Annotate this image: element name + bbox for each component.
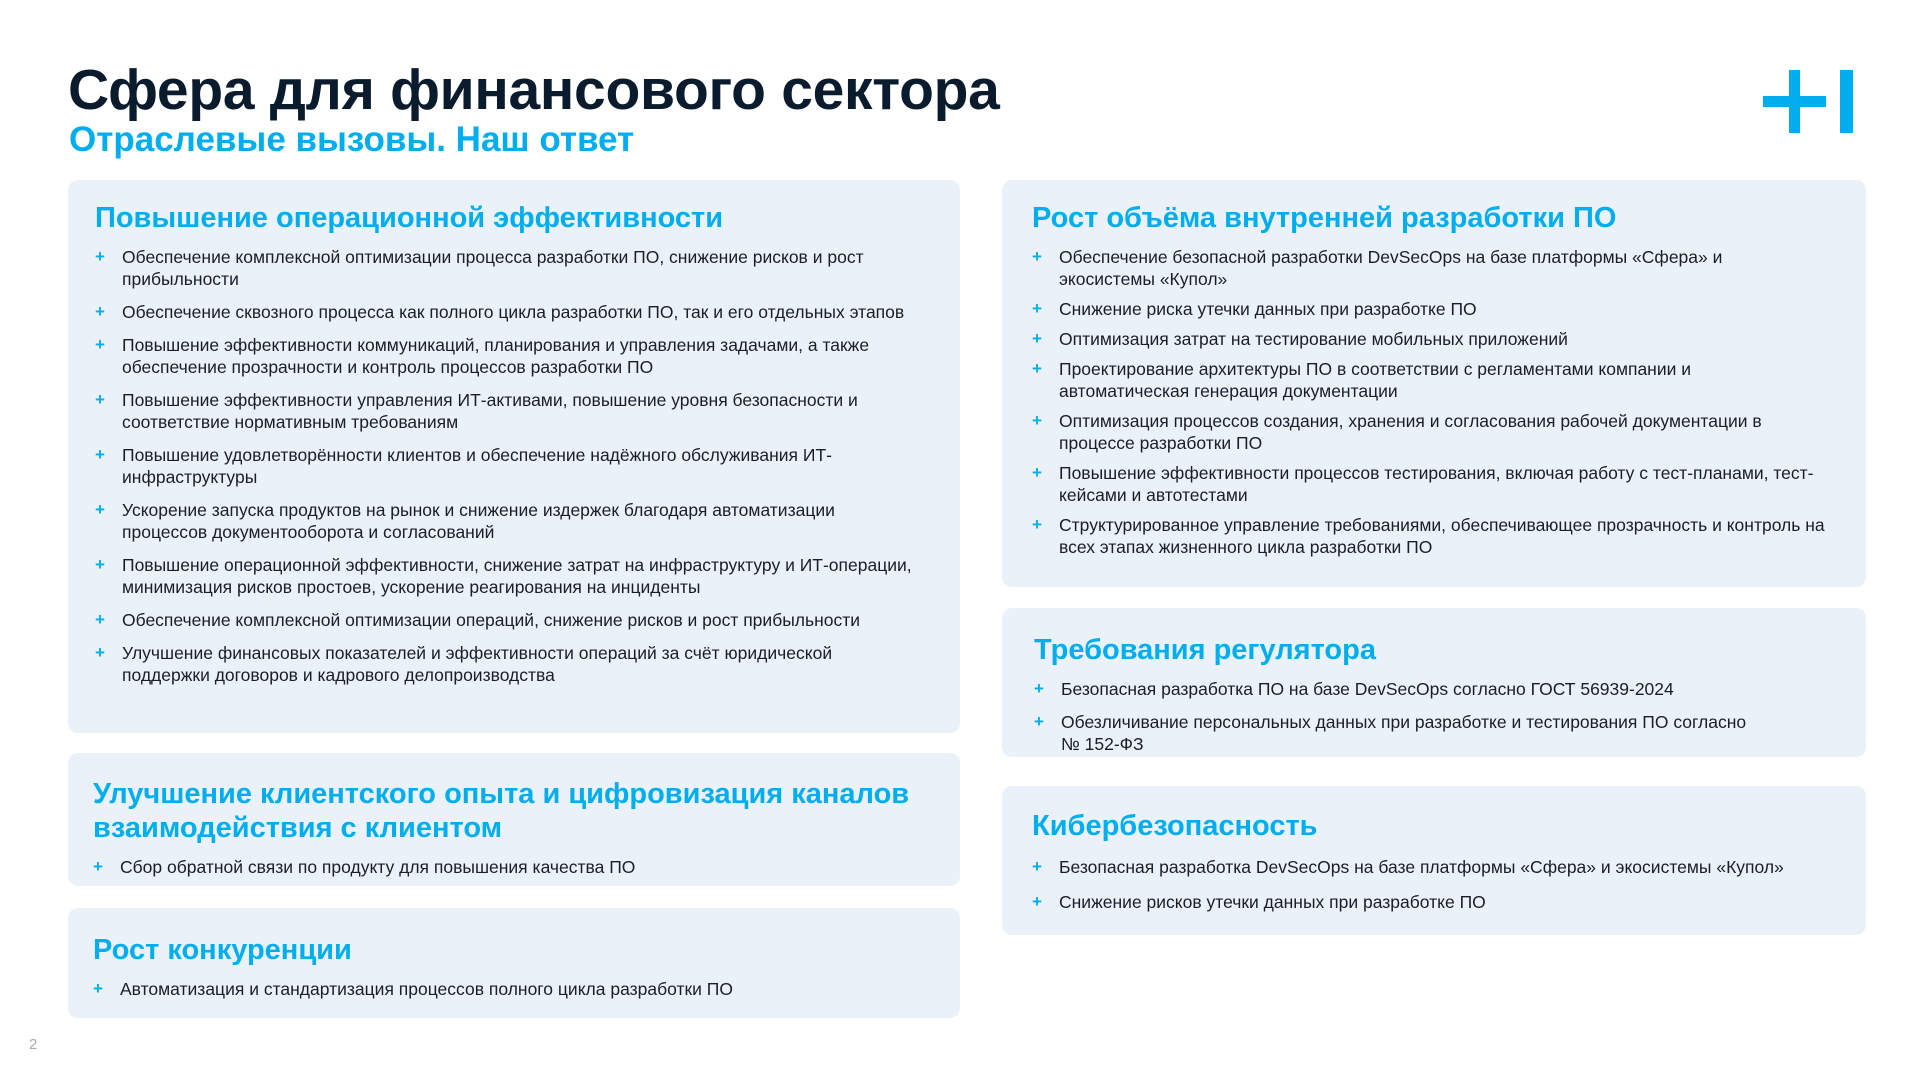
plus-icon: + xyxy=(1032,359,1042,378)
plus-icon: + xyxy=(1032,892,1042,911)
list-item xyxy=(1032,410,1819,454)
plus-icon: + xyxy=(1034,712,1044,731)
list-item-text: Обеспечение комплексной оптимизации операций, снижение рисков и рост прибыльности xyxy=(122,610,861,630)
list-item-text: Обеспечение безопасной разработки DevSecOps на базе платформы «Сфера» и экосистемы «Купол» xyxy=(1059,247,1723,289)
card-cybersecurity xyxy=(1002,786,1866,935)
plus-icon: + xyxy=(93,979,103,998)
page-title: Сфера для финансового сектора xyxy=(68,58,1000,122)
list-item-text: Проектирование архитектуры ПО в соответствии с регламентами компании и автоматическая генерация документации xyxy=(1059,359,1692,401)
card-title: Кибербезопасность xyxy=(1032,810,1318,842)
card-operational-efficiency xyxy=(68,180,960,733)
list-item-text: Обеспечение комплексной оптимизации процесса разработки ПО, снижение рисков и рост прибыльности xyxy=(122,247,864,289)
list-item-text: Сбор обратной связи по продукту для повышения качества ПО xyxy=(120,857,636,877)
list-item-text: Снижение риска утечки данных при разработке ПО xyxy=(1059,299,1477,319)
list-item xyxy=(95,334,936,378)
page-subtitle: Отраслевые вызовы. Наш ответ xyxy=(69,120,635,159)
card-title: Требования регулятора xyxy=(1034,634,1376,666)
list-item-text: Безопасная разработка ПО на базе DevSecOps согласно ГОСТ 56939-2024 xyxy=(1061,679,1674,699)
list-item-text: Обезличивание персональных данных при разработке и тестирования ПО согласно № 152-ФЗ xyxy=(1061,712,1747,754)
card-title: Улучшение клиентского опыта и цифровизация каналов взаимодействия с клиентом xyxy=(93,778,910,844)
list-item xyxy=(1032,298,1842,320)
list-item xyxy=(95,389,912,433)
card-item-list xyxy=(93,978,936,1000)
list-item xyxy=(93,856,936,878)
list-item xyxy=(1032,856,1842,878)
plus-icon: + xyxy=(95,610,105,629)
list-item xyxy=(1032,514,1842,558)
list-item xyxy=(1032,246,1789,290)
list-item-text: Улучшение финансовых показателей и эффективности операций за счёт юридической поддержки договоров и кадрового делопроизводства xyxy=(122,643,833,685)
card-item-list xyxy=(1032,246,1842,558)
list-item xyxy=(1032,462,1839,506)
card-competition xyxy=(68,908,960,1018)
list-item-text: Повышение эффективности управления ИТ-активами, повышение уровня безопасности и соответствие нормативным требованиям xyxy=(122,390,858,432)
logo-plus-vertical xyxy=(1789,70,1800,133)
list-item-text: Безопасная разработка DevSecOps на базе платформы «Сфера» и экосистемы «Купол» xyxy=(1059,857,1784,877)
list-item xyxy=(1032,891,1842,913)
plus-icon: + xyxy=(95,445,105,464)
list-item xyxy=(95,301,936,323)
card-item-list xyxy=(93,856,936,878)
card-title: Рост объёма внутренней разработки ПО xyxy=(1032,202,1617,234)
page-number: 2 xyxy=(29,1036,38,1053)
plus-icon: + xyxy=(95,643,105,662)
list-item xyxy=(95,609,936,631)
plus-icon: + xyxy=(1032,329,1042,348)
plus-icon: + xyxy=(1034,679,1044,698)
list-item xyxy=(95,554,912,598)
list-item-text: Повышение удовлетворённости клиентов и обеспечение надёжного обслуживания ИТ-инфраструктуры xyxy=(122,445,832,487)
card-customer-experience xyxy=(68,753,960,886)
list-item-text: Структурированное управление требованиями, обеспечивающее прозрачность и контроль на всех этапах жизненного цикла разработки ПО xyxy=(1059,515,1825,557)
list-item xyxy=(95,499,922,543)
plus-icon: + xyxy=(95,390,105,409)
plus-icon: + xyxy=(95,302,105,321)
logo-bar xyxy=(1840,70,1853,133)
plus-icon: + xyxy=(95,335,105,354)
plus-icon: + xyxy=(95,247,105,266)
list-item xyxy=(1032,358,1769,402)
list-item xyxy=(93,978,936,1000)
plus-icon: + xyxy=(1032,411,1042,430)
plus-icon: + xyxy=(1032,463,1042,482)
card-internal-development xyxy=(1002,180,1866,587)
list-item xyxy=(1032,328,1842,350)
list-item xyxy=(95,246,936,290)
card-regulator-requirements xyxy=(1002,608,1866,757)
plus-icon: + xyxy=(1032,857,1042,876)
list-item-text: Снижение рисков утечки данных при разработке ПО xyxy=(1059,892,1486,912)
list-item xyxy=(1034,711,1751,755)
list-item-text: Обеспечение сквозного процесса как полного цикла разработки ПО, так и его отдельных этапов xyxy=(122,302,905,322)
card-title: Повышение операционной эффективности xyxy=(95,202,724,234)
card-title: Рост конкуренции xyxy=(93,934,352,966)
plus-icon: + xyxy=(1032,247,1042,266)
card-item-list xyxy=(1032,856,1842,913)
list-item-text: Оптимизация затрат на тестирование мобильных приложений xyxy=(1059,329,1568,349)
list-item-text: Повышение эффективности коммуникаций, планирования и управления задачами, а также обеспечение прозрачности и контроль процессов разработки ПО xyxy=(122,335,870,377)
plus-icon: + xyxy=(95,500,105,519)
list-item-text: Оптимизация процессов создания, хранения и согласования рабочей документации в процессе разработки ПО xyxy=(1059,411,1762,453)
card-item-list xyxy=(95,246,936,686)
plus-icon: + xyxy=(93,857,103,876)
plus-icon: + xyxy=(1032,299,1042,318)
plus-icon: + xyxy=(1032,515,1042,534)
list-item xyxy=(1034,678,1842,700)
card-item-list xyxy=(1034,678,1842,755)
company-logo-icon xyxy=(1763,70,1855,133)
list-item-text: Автоматизация и стандартизация процессов полного цикла разработки ПО xyxy=(120,979,733,999)
list-item-text: Повышение эффективности процессов тестирования, включая работу с тест-планами, тест-кейсами и автотестами xyxy=(1059,463,1814,505)
list-item xyxy=(95,642,912,686)
list-item xyxy=(95,444,882,488)
plus-icon: + xyxy=(95,555,105,574)
list-item-text: Повышение операционной эффективности, снижение затрат на инфраструктуру и ИТ-операции, минимизация рисков простоев, ускорение реагирования на инциденты xyxy=(122,555,912,597)
list-item-text: Ускорение запуска продуктов на рынок и снижение издержек благодаря автоматизации процессов документооборота и согласований xyxy=(122,500,835,542)
